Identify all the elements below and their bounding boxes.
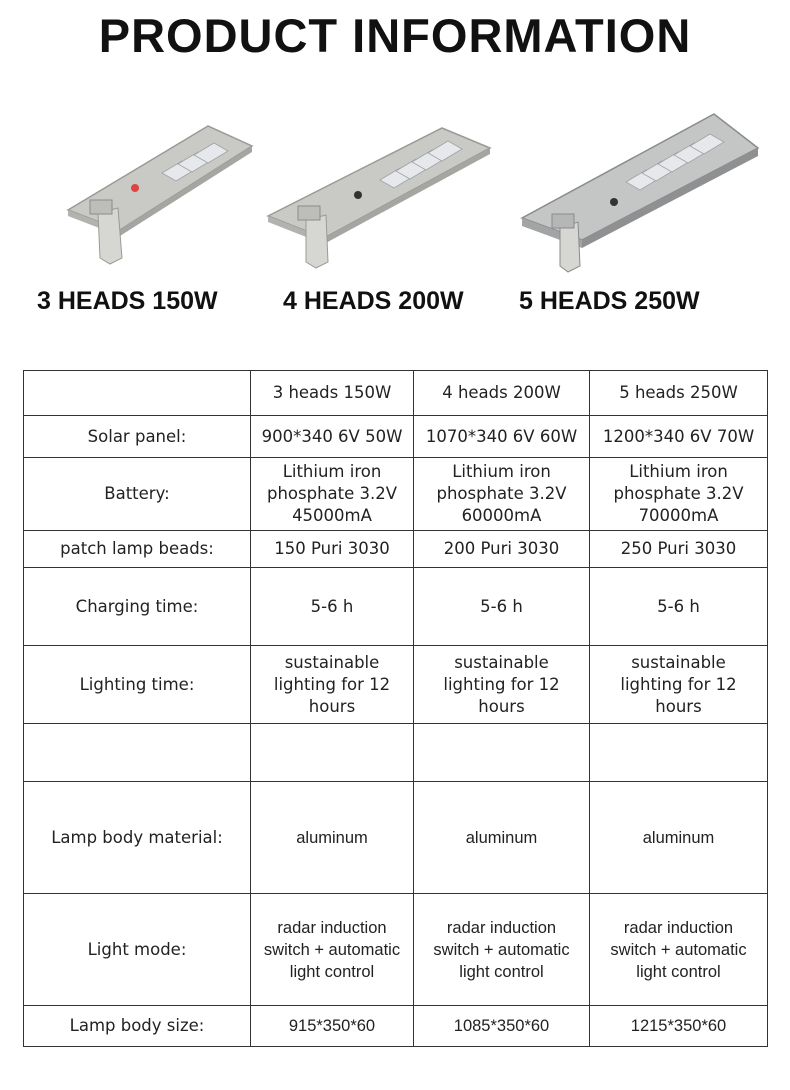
header-cell: 4 heads 200W bbox=[414, 371, 590, 416]
table-cell: aluminum bbox=[251, 782, 414, 894]
table-cell: 1200*340 6V 70W bbox=[590, 416, 768, 458]
header-cell: 5 heads 250W bbox=[590, 371, 768, 416]
table-header-row bbox=[24, 371, 768, 416]
table-cell: sustainable lighting for 12 hours bbox=[414, 646, 590, 724]
table-row bbox=[24, 782, 768, 894]
lamp-image-3-heads bbox=[60, 118, 260, 268]
table-cell: sustainable lighting for 12 hours bbox=[590, 646, 768, 724]
table-row bbox=[24, 1006, 768, 1047]
page-title: PRODUCT INFORMATION bbox=[98, 9, 692, 62]
table-cell: 5-6 h bbox=[414, 568, 590, 646]
table-cell: 150 Puri 3030 bbox=[251, 531, 414, 568]
table-cell bbox=[414, 724, 590, 782]
row-label: Solar panel: bbox=[24, 416, 251, 458]
table-cell: aluminum bbox=[590, 782, 768, 894]
row-label: Charging time: bbox=[24, 568, 251, 646]
row-label: patch lamp beads: bbox=[24, 531, 251, 568]
lamp-image-5-heads bbox=[518, 110, 763, 275]
table-row bbox=[24, 458, 768, 531]
table-cell: Lithium iron phosphate 3.2V 45000mA bbox=[251, 458, 414, 531]
table-row bbox=[24, 416, 768, 458]
table-cell: 1085*350*60 bbox=[414, 1006, 590, 1047]
caption-4-heads: 4 HEADS 200W bbox=[283, 287, 464, 315]
caption-3-heads: 3 HEADS 150W bbox=[37, 287, 218, 315]
header-empty-cell bbox=[24, 371, 251, 416]
table-cell: 200 Puri 3030 bbox=[414, 531, 590, 568]
table-cell: 915*350*60 bbox=[251, 1006, 414, 1047]
table-cell: 5-6 h bbox=[590, 568, 768, 646]
table-cell: Lithium iron phosphate 3.2V 60000mA bbox=[414, 458, 590, 531]
table-cell: sustainable lighting for 12 hours bbox=[251, 646, 414, 724]
row-label: Lamp body material: bbox=[24, 782, 251, 894]
table-row bbox=[24, 531, 768, 568]
row-label bbox=[24, 724, 251, 782]
lamp-image-4-heads bbox=[262, 120, 497, 270]
header-cell: 3 heads 150W bbox=[251, 371, 414, 416]
row-label: Lighting time: bbox=[24, 646, 251, 724]
table-cell: 900*340 6V 50W bbox=[251, 416, 414, 458]
table-cell bbox=[251, 724, 414, 782]
row-label: Light mode: bbox=[24, 894, 251, 1006]
table-cell: aluminum bbox=[414, 782, 590, 894]
caption-5-heads: 5 HEADS 250W bbox=[519, 287, 700, 315]
spec-table bbox=[23, 370, 768, 1047]
table-cell: Lithium iron phosphate 3.2V 70000mA bbox=[590, 458, 768, 531]
table-cell: 5-6 h bbox=[251, 568, 414, 646]
table-cell: radar induction switch + automatic light control bbox=[414, 894, 590, 1006]
table-row bbox=[24, 568, 768, 646]
table-row bbox=[24, 724, 768, 782]
table-cell: radar induction switch + automatic light control bbox=[251, 894, 414, 1006]
row-label: Battery: bbox=[24, 458, 251, 531]
table-cell: radar induction switch + automatic light control bbox=[590, 894, 768, 1006]
table-cell: 1070*340 6V 60W bbox=[414, 416, 590, 458]
table-cell: 250 Puri 3030 bbox=[590, 531, 768, 568]
table-cell bbox=[590, 724, 768, 782]
row-label: Lamp body size: bbox=[24, 1006, 251, 1047]
table-row bbox=[24, 894, 768, 1006]
table-cell: 1215*350*60 bbox=[590, 1006, 768, 1047]
table-row bbox=[24, 646, 768, 724]
